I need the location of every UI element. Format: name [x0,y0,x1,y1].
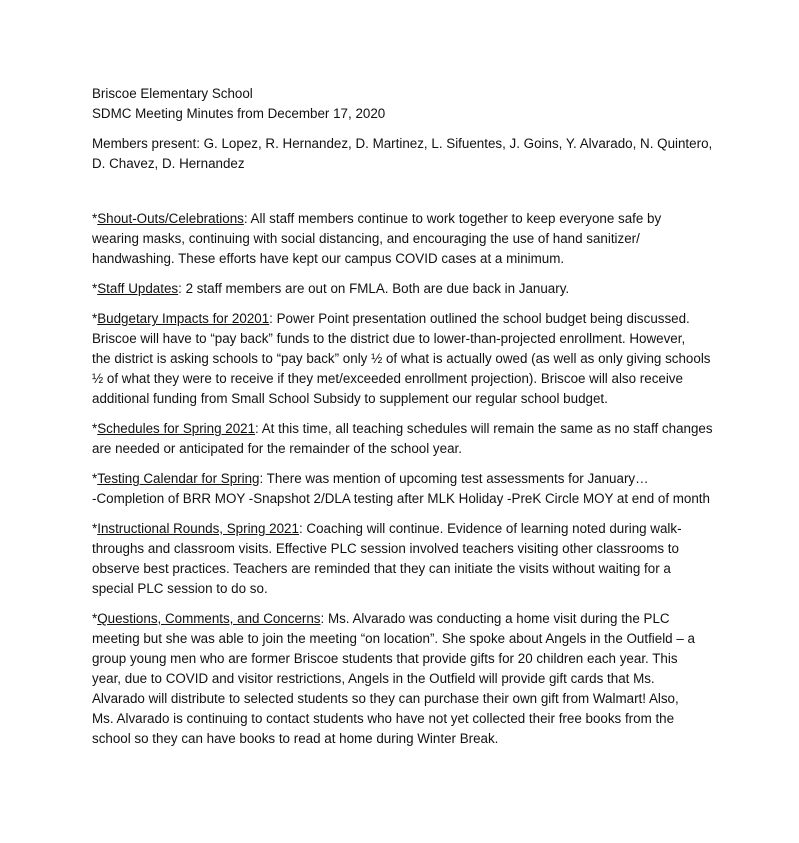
minutes-section [92,309,732,409]
section-heading: Instructional Rounds, Spring 2021 [97,521,299,536]
minutes-section [92,519,732,599]
minutes-section [92,209,732,269]
section-text: : There was mention of upcoming test assessments for January… [259,471,649,486]
bullet-marker: * [92,311,98,326]
members-line-2: D. Chavez, D. Hernandez [92,156,245,171]
bullet-marker: * [92,521,98,536]
section-first-line [92,209,732,229]
document-header [92,84,732,124]
section-body-line: the district is asking schools to “pay back” only ½ of what is actually owed (as well as only giving schools [92,351,711,366]
section-heading: Staff Updates [97,281,179,296]
bullet-marker: * [92,211,98,226]
section-body-line: -Completion of BRR MOY -Snapshot 2/DLA testing after MLK Holiday -PreK Circle MOY at end of month [92,491,710,506]
section-body-line: year, due to COVID and visitor restrictions, Angels in the Outfield will provide gift cards that Ms. [92,671,655,686]
meeting-minutes-page [92,84,732,759]
section-first-line [92,469,732,489]
section-heading: Schedules for Spring 2021 [97,421,256,436]
minutes-section [92,609,732,749]
document-title: SDMC Meeting Minutes from December 17, 2020 [92,106,386,121]
section-text: : At this time, all teaching schedules will remain the same as no staff changes [255,421,713,436]
section-first-line [92,609,732,629]
section-heading: Budgetary Impacts for 20201 [97,311,270,326]
section-body-line: additional funding from Small School Subsidy to supplement our regular school budget. [92,391,608,406]
section-body-line: are needed or anticipated for the remainder of the school year. [92,441,462,456]
section-heading: Questions, Comments, and Concerns [97,611,321,626]
bullet-marker: * [92,421,98,436]
members-present [92,134,732,174]
section-first-line [92,419,732,439]
section-body-line: throughs and classroom visits. Effective PLC session involved teachers visiting other classrooms to [92,541,679,556]
section-heading: Testing Calendar for Spring [97,471,260,486]
section-body-line: group young men who are former Briscoe students that provide gifts for 20 children each year. This [92,651,678,666]
section-first-line [92,279,732,299]
section-body-line: wearing masks, continuing with social distancing, and encouraging the use of hand sanitizer/ [92,231,640,246]
minutes-section [92,419,732,459]
minutes-section [92,469,732,509]
section-text: : Coaching will continue. Evidence of learning noted during walk- [298,521,682,536]
minutes-sections [92,209,732,749]
bullet-marker: * [92,611,98,626]
section-body-line: Briscoe will have to “pay back” funds to the district due to lower-than-projected enrollment. However, [92,331,686,346]
section-text: : All staff members continue to work together to keep everyone safe by [243,211,662,226]
section-body-line: Ms. Alvarado is continuing to contact students who have not yet collected their free books from the [92,711,675,726]
section-body-line: special PLC session to do so. [92,581,268,596]
bullet-marker: * [92,471,98,486]
bullet-marker: * [92,281,98,296]
section-body-line: school so they can have books to read at home during Winter Break. [92,731,499,746]
members-line-1: Members present: G. Lopez, R. Hernandez, D. Martinez, L. Sifuentes, J. Goins, Y. Alvarado, N. Quintero, [92,136,713,151]
section-body-line: observe best practices. Teachers are reminded that they can initiate the visits without waiting for a [92,561,671,576]
section-first-line [92,309,732,329]
school-name: Briscoe Elementary School [92,86,253,101]
section-text: : Ms. Alvarado was conducting a home visit during the PLC [320,611,670,626]
section-first-line [92,519,732,539]
section-body-line: ½ of what they were to receive if they met/exceeded enrollment projection). Briscoe will also receive [92,371,683,386]
section-body-line: Alvarado will distribute to selected students so they can purchase their own gift from Walmart! Also, [92,691,679,706]
section-heading: Shout-Outs/Celebrations [97,211,244,226]
section-text: : 2 staff members are out on FMLA. Both are due back in January. [178,281,570,296]
section-body-line: meeting but she was able to join the meeting “on location”. She spoke about Angels in the Outfield – a [92,631,695,646]
section-text: : Power Point presentation outlined the school budget being discussed. [269,311,690,326]
minutes-section [92,279,732,299]
section-body-line: handwashing. These efforts have kept our campus COVID cases at a minimum. [92,251,565,266]
